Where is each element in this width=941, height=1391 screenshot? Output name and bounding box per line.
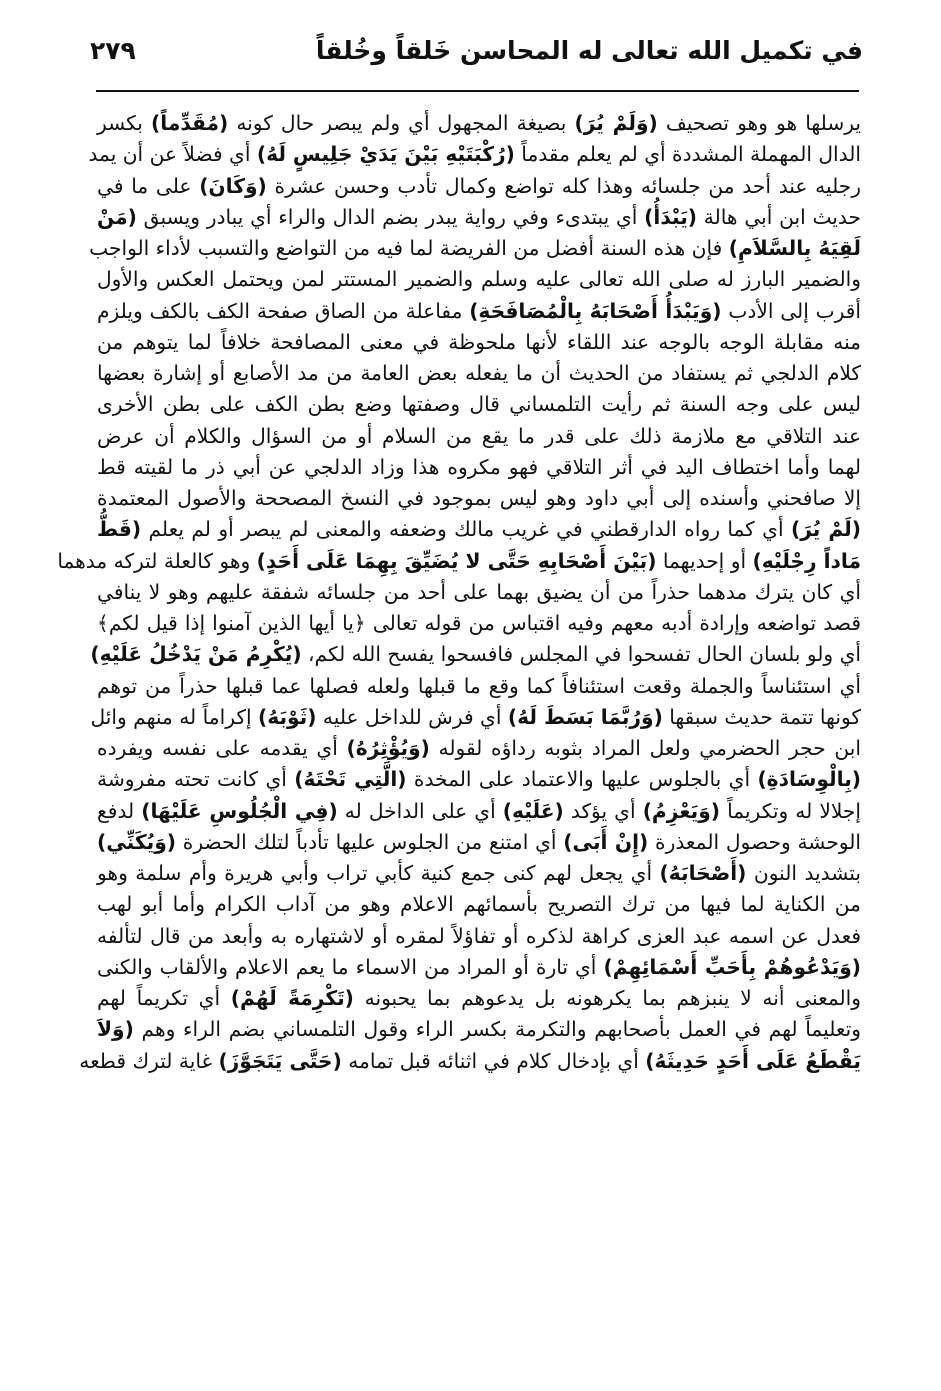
text-line <box>97 1014 861 1045</box>
text-segment: بصيغة المجهول أي ولم يبصر حال كونه <box>228 111 575 135</box>
text-segment: كونها تتمة حديث سبقها <box>662 704 861 729</box>
text-segment: أي بالجلوس عليها والاعتماد على المخدة <box>406 767 758 792</box>
text-segment: أي تارة أو المراد من الاسماء ما يعم الاعلام والألقاب والكنى <box>97 954 604 979</box>
hadith-quote: (عَلَيْهِ) <box>502 798 564 823</box>
text-segment: أقرب إلى الأدب <box>721 298 861 323</box>
text-line <box>97 671 861 702</box>
text-segment: حديث ابن أبي هالة <box>697 204 861 229</box>
text-line <box>57 546 861 577</box>
text-line <box>97 171 861 202</box>
text-segment: ابن حجر الحضرمي ولعل المراد بثوبه رداؤه لقوله <box>429 736 861 760</box>
hadith-quote: (ثَوْبَهُ) <box>257 704 317 729</box>
hadith-quote: (قَطُّ <box>97 517 142 542</box>
text-segment: أي على الداخل له <box>337 798 503 823</box>
text-line <box>79 1046 861 1077</box>
text-segment: أي فضلاً عن أن يمد <box>88 142 257 167</box>
hadith-quote: (بِالْوِسَادَةِ) <box>757 767 862 792</box>
text-segment: فإن هذه السنة أفضل من الفريضة لما فيه من التواضع والتسبب لأداء الواجب <box>89 236 729 260</box>
text-segment: الدال المهملة المشددة أي لم يعلم مقدماً <box>514 142 861 167</box>
page-header <box>90 30 863 76</box>
hadith-quote: يَقْطَعُ عَلَى أَحَدٍ حَدِيثَهُ) <box>645 1048 861 1073</box>
text-line <box>90 702 861 733</box>
text-segment: أي يقدمه على نفسه ويفرده <box>97 736 347 760</box>
text-line <box>97 889 861 920</box>
text-line <box>97 421 861 452</box>
text-segment: لدفع <box>97 798 142 823</box>
text-line <box>97 327 861 358</box>
text-segment: أي كما رواه الدارقطني في غريب مالك وضعفه والمعنى لم يبصر أو لم يعلم <box>141 517 791 542</box>
text-segment: من الكناية لما فيها من ترك التصريح بأسمائهم الاعلام وهو من آداب الكرام وأما أبو لهب <box>97 892 861 917</box>
text-line <box>97 202 861 233</box>
text-line <box>97 358 861 389</box>
text-segment: أي بإدخال كلام في اثنائه قبل تمامه <box>341 1048 646 1073</box>
hadith-quote: (الَّتِي تَحْتَهُ) <box>294 767 407 792</box>
text-segment: قصد تواضعه وإرادة أدبه معهم وفيه اقتباس من قوله تعالى ﴿يا أيها الذين آمنوا إذا قيل لكم﴾ <box>97 611 861 635</box>
text-segment: لهما وأما اختطاف اليد في أثر التلاقي فهو مكروه هذا وزاد الدلجي عن أبي ذر ما لقيته قط <box>97 454 861 479</box>
text-segment: مفاعلة من الصاق صفحة الكف بالكف ويلزم <box>97 298 470 323</box>
text-segment: أي يؤكد <box>563 798 643 823</box>
text-line <box>97 827 861 858</box>
text-line <box>97 764 861 795</box>
hadith-quote: (مُقَدِّماً) <box>151 111 229 135</box>
text-segment: أي يجعل لهم كنى جمع كنية كأبي تراب وأبي هريرة وأم سلمة وهو <box>97 861 660 885</box>
hadith-quote: (إِنْ أَبَى) <box>563 829 649 854</box>
text-line <box>97 608 861 639</box>
hadith-quote: لَقِيَهُ بِالسَّلاَمِ) <box>728 236 861 260</box>
text-line <box>97 108 861 139</box>
text-segment: فعدل عن اسمه عبد العزى كراهة لذكره أو تفاؤلاً لمقره أو لاشتهاره به وأبعد من قال لتألفه <box>97 923 861 948</box>
hadith-quote: (رُكْبَتَيْهِ بَيْنَ يَدَيْ جَلِيسٍ لَهُ) <box>256 142 515 167</box>
page-number: ٢٧٩ <box>90 36 136 65</box>
text-segment: وتعليماً لهم في العمل بأصحابهم والتكرمة بكسر الراء وقول التلمساني بضم الراء وهم <box>133 1017 861 1042</box>
text-segment: إكراماً له منهم وائل <box>90 704 258 729</box>
text-segment: بتشديد النون <box>746 861 861 885</box>
text-segment: أي يبتدىء وفي رواية يبدر بضم الدال والراء أي يبادر ويسبق <box>136 204 645 229</box>
text-segment: والمعنى أنه لا ينبزهم بما يكرهونه بل يدعوهم بما يحبونه <box>353 986 862 1010</box>
hadith-quote: (وَيَبْدَأُ أَصْحَابَهُ بِالْمُصَافَحَةِ) <box>469 298 722 323</box>
hadith-quote: (لَمْ يُرَ) <box>790 517 861 542</box>
hadith-quote: (وَيَدْعُوهُمْ بِأَحَبِّ أَسْمَائِهِمْ) <box>603 954 861 979</box>
text-line <box>97 983 861 1014</box>
hadith-quote: (وَيُكَنِّي) <box>97 829 176 854</box>
hadith-quote: (وَكَانَ) <box>199 173 267 198</box>
text-segment: أي ولو بلسان الحال تفسحوا في المجلس فافسحوا يفسح الله لكم، <box>301 642 861 667</box>
text-line <box>89 233 861 264</box>
text-line <box>97 389 861 420</box>
hadith-quote: (بَيْنَ أَصْحَابِهِ حَتَّى لا يُضَيِّقَ بِهِمَا عَلَى أَحَدٍ) <box>256 548 657 573</box>
hadith-quote: (فِي الْجُلُوسِ عَلَيْهَا) <box>141 798 338 823</box>
text-line <box>97 952 861 983</box>
text-segment: منه مقابلة الوجه بالوجه عند اللقاء لأنها ملحوظة في معنى المصافحة خلافاً لما يتوهم من <box>97 329 861 354</box>
text-segment: أو إحديهما <box>656 548 753 573</box>
header-divider <box>96 90 859 92</box>
hadith-quote: (يُكْرِمُ مَنْ يَدْخُلُ عَلَيْهِ) <box>90 642 302 667</box>
running-title: في تكميل الله تعالى له المحاسن خَلقاً وخُلقاً <box>315 36 863 65</box>
text-segment: الوحشة وحصول المعذرة <box>648 829 861 854</box>
text-segment: على ما في <box>97 173 200 198</box>
text-segment: أي تكريماً لهم <box>97 986 231 1010</box>
text-segment: أي فرش للداخل عليه <box>316 704 508 729</box>
text-segment: والضمير البارز له صلى الله تعالى عليه وسلم والضمير المستتر لمن ويحتمل العكس والأول <box>97 267 861 292</box>
body-text <box>57 108 862 1077</box>
text-segment: أي كانت تحته مفروشة <box>97 767 295 792</box>
text-segment: عند التلاقي مع ملازمة ذلك على قدر ما يقع من السلام أو من السؤال والكلام أن عرض <box>97 423 861 448</box>
text-line <box>97 796 861 827</box>
text-line <box>97 921 861 952</box>
text-line <box>97 264 861 295</box>
hadith-quote: (حَتَّى يَتَجَوَّزَ) <box>218 1048 342 1073</box>
hadith-quote: (وَيَعْزِمُ) <box>642 798 721 823</box>
hadith-quote: (أَصْحَابَهُ) <box>659 861 747 885</box>
text-segment: أي كان يترك مدهما حذراً من أن يضيق بهما على أحد من جلسائه شفقة عليهم وهو لا ينافي <box>97 579 861 604</box>
text-line <box>97 514 861 545</box>
text-line <box>90 639 861 670</box>
hadith-quote: (يَبْدَأُ) <box>644 204 698 229</box>
text-line <box>97 733 861 764</box>
text-segment: رجليه عند أحد من جلسائه وهذا كله تواضع وكمال تأدب وحسن عشرة <box>266 173 861 198</box>
text-line <box>97 858 861 889</box>
text-segment: يرسلها هو وهو تصحيف <box>657 111 862 135</box>
text-line <box>97 577 861 608</box>
text-line <box>97 296 861 327</box>
text-segment: بكسر <box>97 111 152 135</box>
text-segment: ليس على وجه السنة ثم رأيت التلمساني قال وصفتها وضع بطن الكف على بطن الأخرى <box>97 392 861 417</box>
text-segment: غاية لترك قطعه <box>79 1048 219 1073</box>
hadith-quote: (وَلَمْ يُرَ) <box>574 111 658 135</box>
text-segment: كلام الدلجي ثم يستفاد من الحديث أن ما يفعله بعض العامة من مد الأصابع أو إشارة بعضها <box>97 361 861 385</box>
hadith-quote: (مَنْ <box>97 204 137 229</box>
hadith-quote: (وَيُؤْثِرُهُ) <box>346 736 430 760</box>
hadith-quote: مَاداً رِجْلَيْهِ) <box>752 548 861 573</box>
text-segment: وهو كالعلة لتركه مدهما <box>57 548 257 573</box>
text-segment: إجلالا له وتكريماً <box>720 798 861 823</box>
text-line <box>97 452 861 483</box>
text-line <box>97 483 861 514</box>
text-segment: أي امتنع من الجلوس عليها تأدباً لتلك الحضرة <box>176 829 564 854</box>
hadith-quote: (تَكْرِمَةً لَهُمْ) <box>230 986 354 1010</box>
text-segment: أي استئناساً والجملة وقعت استئنافاً كما وقع ما قبلها ولعله فصلها عما قبلها حذراً من توهم <box>97 673 861 698</box>
text-segment: إلا صافحني وأسنده إلى أبي داود وهو ليس بموجود في النسخ المصححة والأصول المعتمدة <box>97 486 861 510</box>
text-line <box>88 139 861 170</box>
hadith-quote: (وَرُبَّمَا بَسَطَ لَهُ) <box>507 704 663 729</box>
hadith-quote: (وَلاَ <box>97 1017 134 1042</box>
